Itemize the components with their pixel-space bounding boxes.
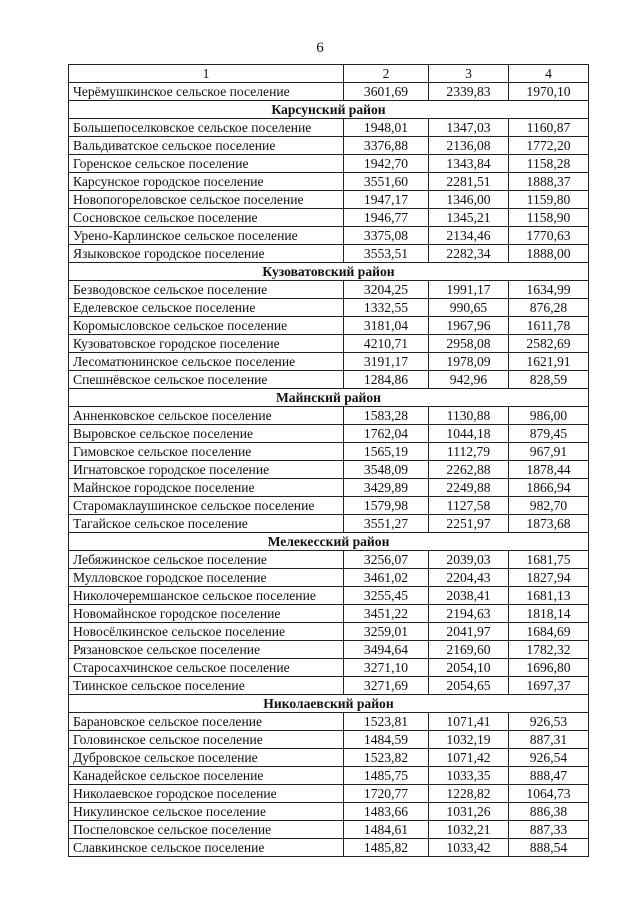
value-col-4: 1782,32	[509, 641, 589, 659]
value-col-4: 1681,75	[509, 551, 589, 569]
value-col-3: 2262,88	[429, 461, 509, 479]
value-col-2: 1485,75	[344, 767, 429, 785]
value-col-4: 1611,78	[509, 317, 589, 335]
value-col-3: 1127,58	[429, 497, 509, 515]
table-row	[69, 731, 589, 749]
table-row	[69, 785, 589, 803]
table-row	[69, 623, 589, 641]
settlement-name: Урено-Карлинское сельское поселение	[69, 227, 344, 245]
district-title: Майнский район	[69, 389, 589, 407]
value-col-3: 2038,41	[429, 587, 509, 605]
value-col-2: 1523,82	[344, 749, 429, 767]
header-col-2: 2	[344, 65, 429, 83]
settlement-name: Кузоватовское городское поселение	[69, 335, 344, 353]
settlement-name: Лесоматюнинское сельское поселение	[69, 353, 344, 371]
header-row	[69, 65, 589, 83]
table-row	[69, 191, 589, 209]
value-col-3: 990,65	[429, 299, 509, 317]
value-col-4: 887,31	[509, 731, 589, 749]
settlement-name: Еделевское сельское поселение	[69, 299, 344, 317]
value-col-2: 1483,66	[344, 803, 429, 821]
value-col-3: 2204,43	[429, 569, 509, 587]
value-col-3: 2194,63	[429, 605, 509, 623]
value-col-2: 3256,07	[344, 551, 429, 569]
header-col-1: 1	[69, 65, 344, 83]
settlement-name: Большепоселковское сельское поселение	[69, 119, 344, 137]
table-row	[69, 119, 589, 137]
table-row	[69, 443, 589, 461]
value-col-2: 3204,25	[344, 281, 429, 299]
value-col-3: 2282,34	[429, 245, 509, 263]
settlement-name: Рязановское сельское поселение	[69, 641, 344, 659]
value-col-4: 926,53	[509, 713, 589, 731]
settlement-name: Новомайнское городское поселение	[69, 605, 344, 623]
value-col-4: 879,45	[509, 425, 589, 443]
table-row	[69, 353, 589, 371]
settlement-name: Игнатовское городское поселение	[69, 461, 344, 479]
value-col-2: 3271,69	[344, 677, 429, 695]
header-col-4: 4	[509, 65, 589, 83]
value-col-3: 1112,79	[429, 443, 509, 461]
value-col-3: 2339,83	[429, 83, 509, 101]
table-row	[69, 245, 589, 263]
value-col-4: 926,54	[509, 749, 589, 767]
settlement-name: Мулловское городское поселение	[69, 569, 344, 587]
value-col-4: 887,33	[509, 821, 589, 839]
value-col-2: 1579,98	[344, 497, 429, 515]
value-col-3: 1345,21	[429, 209, 509, 227]
table-row	[69, 155, 589, 173]
table-row	[69, 407, 589, 425]
settlement-name: Канадейское сельское поселение	[69, 767, 344, 785]
value-col-3: 2039,03	[429, 551, 509, 569]
value-col-3: 1343,84	[429, 155, 509, 173]
value-col-2: 3451,22	[344, 605, 429, 623]
value-col-2: 3255,45	[344, 587, 429, 605]
value-col-3: 2249,88	[429, 479, 509, 497]
district-header-row	[69, 533, 589, 551]
value-col-2: 1284,86	[344, 371, 429, 389]
value-col-4: 982,70	[509, 497, 589, 515]
settlement-name: Новопогореловское сельское поселение	[69, 191, 344, 209]
value-col-2: 3551,60	[344, 173, 429, 191]
value-col-4: 1970,10	[509, 83, 589, 101]
value-col-2: 1942,70	[344, 155, 429, 173]
value-col-4: 876,28	[509, 299, 589, 317]
table-row	[69, 299, 589, 317]
settlement-name: Майнское городское поселение	[69, 479, 344, 497]
settlement-name: Лебяжинское сельское поселение	[69, 551, 344, 569]
value-col-2: 1565,19	[344, 443, 429, 461]
value-col-3: 942,96	[429, 371, 509, 389]
table-row	[69, 209, 589, 227]
district-header-row	[69, 263, 589, 281]
settlement-name: Дубровское сельское поселение	[69, 749, 344, 767]
value-col-2: 3553,51	[344, 245, 429, 263]
value-col-2: 1720,77	[344, 785, 429, 803]
table-row	[69, 587, 589, 605]
value-col-4: 888,54	[509, 839, 589, 857]
value-col-4: 888,47	[509, 767, 589, 785]
value-col-3: 1978,09	[429, 353, 509, 371]
value-col-4: 1621,91	[509, 353, 589, 371]
table-row	[69, 821, 589, 839]
value-col-3: 1130,88	[429, 407, 509, 425]
header-col-3: 3	[429, 65, 509, 83]
value-col-3: 1071,41	[429, 713, 509, 731]
table-row	[69, 515, 589, 533]
table-row	[69, 479, 589, 497]
value-col-4: 828,59	[509, 371, 589, 389]
district-title: Мелекесский район	[69, 533, 589, 551]
value-col-4: 1888,00	[509, 245, 589, 263]
value-col-2: 3601,69	[344, 83, 429, 101]
page-number: 6	[316, 40, 324, 56]
table-row	[69, 173, 589, 191]
table-row	[69, 767, 589, 785]
table-row	[69, 569, 589, 587]
value-col-2: 4210,71	[344, 335, 429, 353]
value-col-3: 1044,18	[429, 425, 509, 443]
value-col-3: 1228,82	[429, 785, 509, 803]
value-col-2: 1332,55	[344, 299, 429, 317]
table-row	[69, 659, 589, 677]
table-row	[69, 83, 589, 101]
settlement-name: Безводовское сельское поселение	[69, 281, 344, 299]
value-col-2: 1484,61	[344, 821, 429, 839]
value-col-4: 1158,90	[509, 209, 589, 227]
value-col-3: 2251,97	[429, 515, 509, 533]
value-col-2: 3271,10	[344, 659, 429, 677]
value-col-4: 1888,37	[509, 173, 589, 191]
table-row	[69, 839, 589, 857]
table-row	[69, 605, 589, 623]
table-row	[69, 497, 589, 515]
settlement-name: Николаевское городское поселение	[69, 785, 344, 803]
table-row	[69, 641, 589, 659]
settlement-name: Старомаклаушинское сельское поселение	[69, 497, 344, 515]
table-row	[69, 461, 589, 479]
value-col-2: 3548,09	[344, 461, 429, 479]
value-col-4: 1064,73	[509, 785, 589, 803]
value-col-4: 1878,44	[509, 461, 589, 479]
settlement-name: Коромысловское сельское поселение	[69, 317, 344, 335]
value-col-2: 3181,04	[344, 317, 429, 335]
settlement-name: Старосахчинское сельское поселение	[69, 659, 344, 677]
settlement-name: Выровское сельское поселение	[69, 425, 344, 443]
district-header-row	[69, 695, 589, 713]
value-col-3: 2281,51	[429, 173, 509, 191]
value-col-4: 1772,20	[509, 137, 589, 155]
value-col-3: 1346,00	[429, 191, 509, 209]
value-col-2: 1485,82	[344, 839, 429, 857]
table-row	[69, 335, 589, 353]
table-row	[69, 713, 589, 731]
value-col-2: 1946,77	[344, 209, 429, 227]
value-col-3: 1033,42	[429, 839, 509, 857]
settlement-name: Тиинское сельское поселение	[69, 677, 344, 695]
table-row	[69, 677, 589, 695]
settlement-name: Сосновское сельское поселение	[69, 209, 344, 227]
value-col-2: 1762,04	[344, 425, 429, 443]
value-col-3: 1033,35	[429, 767, 509, 785]
district-header-row	[69, 101, 589, 119]
value-col-3: 1967,96	[429, 317, 509, 335]
value-col-2: 3376,88	[344, 137, 429, 155]
table-row	[69, 281, 589, 299]
value-col-3: 1991,17	[429, 281, 509, 299]
table-row	[69, 749, 589, 767]
value-col-4: 1866,94	[509, 479, 589, 497]
value-col-4: 1818,14	[509, 605, 589, 623]
settlement-name: Новосёлкинское сельское поселение	[69, 623, 344, 641]
district-title: Карсунский район	[69, 101, 589, 119]
value-col-2: 3429,89	[344, 479, 429, 497]
table-row	[69, 425, 589, 443]
value-col-2: 1484,59	[344, 731, 429, 749]
settlement-name: Вальдиватское сельское поселение	[69, 137, 344, 155]
value-col-4: 1158,28	[509, 155, 589, 173]
district-header-row	[69, 389, 589, 407]
value-col-2: 3494,64	[344, 641, 429, 659]
value-col-3: 1032,21	[429, 821, 509, 839]
value-col-2: 3375,08	[344, 227, 429, 245]
settlement-name: Спешнёвское сельское поселение	[69, 371, 344, 389]
settlement-name: Славкинское сельское поселение	[69, 839, 344, 857]
settlement-name: Анненковское сельское поселение	[69, 407, 344, 425]
value-col-4: 1696,80	[509, 659, 589, 677]
value-col-3: 1031,26	[429, 803, 509, 821]
value-col-4: 1634,99	[509, 281, 589, 299]
table-body	[69, 83, 589, 857]
settlement-name: Карсунское городское поселение	[69, 173, 344, 191]
value-col-2: 3259,01	[344, 623, 429, 641]
value-col-3: 2134,46	[429, 227, 509, 245]
value-col-4: 886,38	[509, 803, 589, 821]
value-col-2: 1948,01	[344, 119, 429, 137]
value-col-2: 1583,28	[344, 407, 429, 425]
settlement-name: Тагайское сельское поселение	[69, 515, 344, 533]
value-col-2: 3461,02	[344, 569, 429, 587]
settlement-name: Поспеловское сельское поселение	[69, 821, 344, 839]
settlement-name: Головинское сельское поселение	[69, 731, 344, 749]
value-col-4: 1159,80	[509, 191, 589, 209]
table-row	[69, 371, 589, 389]
settlement-name: Никулинское сельское поселение	[69, 803, 344, 821]
table-row	[69, 551, 589, 569]
value-col-2: 3191,17	[344, 353, 429, 371]
value-col-4: 1681,13	[509, 587, 589, 605]
value-col-4: 1827,94	[509, 569, 589, 587]
value-col-3: 1071,42	[429, 749, 509, 767]
value-col-3: 1347,03	[429, 119, 509, 137]
table-row	[69, 227, 589, 245]
value-col-3: 2054,65	[429, 677, 509, 695]
settlement-name: Горенское сельское поселение	[69, 155, 344, 173]
value-col-4: 2582,69	[509, 335, 589, 353]
value-col-3: 2041,97	[429, 623, 509, 641]
value-col-4: 1160,87	[509, 119, 589, 137]
table-row	[69, 137, 589, 155]
value-col-3: 2136,08	[429, 137, 509, 155]
settlement-name: Барановское сельское поселение	[69, 713, 344, 731]
value-col-4: 1697,37	[509, 677, 589, 695]
value-col-3: 2054,10	[429, 659, 509, 677]
value-col-3: 2958,08	[429, 335, 509, 353]
value-col-3: 2169,60	[429, 641, 509, 659]
value-col-2: 1947,17	[344, 191, 429, 209]
settlement-name: Николочеремшанское сельское поселение	[69, 587, 344, 605]
settlement-name: Языковское городское поселение	[69, 245, 344, 263]
value-col-4: 967,91	[509, 443, 589, 461]
settlement-name: Черёмушкинское сельское поселение	[69, 83, 344, 101]
table-row	[69, 317, 589, 335]
value-col-3: 1032,19	[429, 731, 509, 749]
value-col-4: 1873,68	[509, 515, 589, 533]
settlement-name: Гимовское сельское поселение	[69, 443, 344, 461]
district-title: Николаевский район	[69, 695, 589, 713]
table-row	[69, 803, 589, 821]
value-col-4: 1770,63	[509, 227, 589, 245]
value-col-2: 1523,81	[344, 713, 429, 731]
value-col-2: 3551,27	[344, 515, 429, 533]
value-col-4: 1684,69	[509, 623, 589, 641]
district-title: Кузоватовский район	[69, 263, 589, 281]
value-col-4: 986,00	[509, 407, 589, 425]
tariff-table	[68, 64, 589, 857]
